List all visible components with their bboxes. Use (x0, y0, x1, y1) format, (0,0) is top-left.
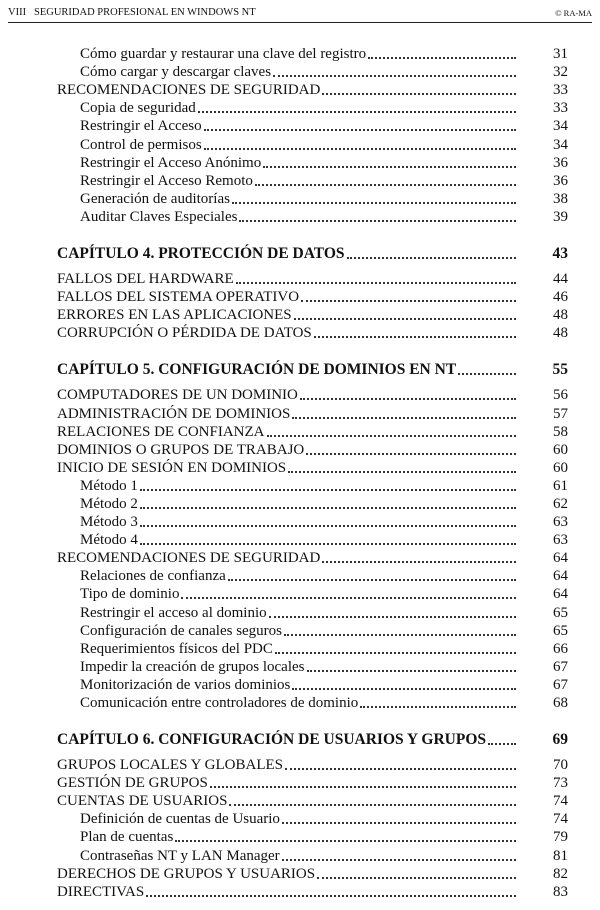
entry-title: CAPÍTULO 4. PROTECCIÓN DE DATOS (57, 244, 345, 262)
toc-entry (0, 306, 600, 324)
toc-chapter (0, 243, 600, 263)
entry-page: 48 (553, 325, 568, 342)
entry-title: INICIO DE SESIÓN EN DOMINIOS (57, 459, 287, 476)
toc-entry (0, 828, 600, 846)
entry-title: Requerimientos físicos del PDC (80, 640, 273, 657)
entry-page: 34 (553, 136, 568, 153)
toc-entry (0, 81, 600, 99)
entry-title: Configuración de canales seguros (80, 622, 283, 639)
dot-leader (288, 471, 516, 473)
entry-page: 36 (553, 154, 568, 171)
toc-entry (0, 99, 600, 117)
entry-title: Plan de cuentas (80, 829, 174, 846)
entry-page: 33 (553, 82, 568, 99)
toc-entry (0, 172, 600, 190)
entry-title: Método 2 (80, 495, 138, 512)
page-number: VIII (8, 7, 27, 18)
entry-title: FALLOS DEL HARDWARE (57, 271, 234, 288)
entry-title: CORRUPCIÓN O PÉRDIDA DE DATOS (57, 325, 312, 342)
entry-page: 82 (553, 865, 568, 882)
dot-leader (269, 616, 516, 618)
toc-entry (0, 154, 600, 172)
toc-entry (0, 423, 600, 441)
entry-title: ERRORES EN LAS APLICACIONES (57, 307, 292, 324)
toc-entry (0, 756, 600, 774)
entry-title: DOMINIOS O GRUPOS DE TRABAJO (57, 441, 305, 458)
dot-leader (292, 417, 516, 419)
toc-entry (0, 567, 600, 585)
running-header (8, 4, 592, 23)
entry-page: 73 (553, 775, 568, 792)
entry-page: 74 (553, 811, 568, 828)
dot-leader (232, 202, 516, 204)
entry-title: Cómo guardar y restaurar una clave del registro (80, 46, 367, 63)
entry-title: Tipo de dominio (80, 586, 180, 603)
dot-leader (322, 93, 516, 95)
entry-title: Restringir el acceso al dominio (80, 604, 267, 621)
dot-leader (198, 111, 516, 113)
entry-title: Impedir la creación de grupos locales (80, 658, 305, 675)
dot-leader (284, 634, 516, 636)
entry-title: Auditar Claves Especiales (80, 208, 238, 225)
dot-leader (236, 282, 516, 284)
dot-leader (322, 561, 516, 563)
dot-leader (140, 543, 516, 545)
entry-page: 31 (553, 46, 568, 63)
toc-entry (0, 792, 600, 810)
entry-title: GESTIÓN DE GRUPOS (57, 775, 208, 792)
toc-entry (0, 441, 600, 459)
entry-page: 64 (553, 586, 568, 603)
entry-title: Comunicación entre controladores de dominio (80, 695, 359, 711)
dot-leader (307, 670, 517, 672)
toc-entry (0, 513, 600, 531)
entry-page: 83 (553, 883, 568, 900)
entry-page: 74 (553, 793, 568, 810)
entry-page: 63 (553, 514, 568, 531)
publisher: © RA-MA (555, 8, 592, 18)
dot-leader (210, 786, 516, 788)
dot-leader (204, 148, 516, 150)
entry-title: RECOMENDACIONES DE SEGURIDAD (57, 82, 321, 99)
toc-entry (0, 324, 600, 342)
dot-leader (292, 688, 516, 690)
entry-page: 58 (553, 423, 568, 440)
entry-title: ADMINISTRACIÓN DE DOMINIOS (57, 405, 291, 422)
entry-page: 81 (553, 847, 568, 864)
entry-page: 43 (552, 244, 568, 262)
dot-leader (317, 877, 516, 879)
entry-title: Restringir el Acceso Remoto (80, 172, 253, 189)
entry-page: 67 (553, 676, 568, 693)
entry-page: 36 (553, 172, 568, 189)
dot-leader (306, 453, 516, 455)
toc-entry (0, 658, 600, 676)
entry-page: 64 (553, 550, 568, 567)
dot-leader (263, 166, 516, 168)
toc-entry (0, 190, 600, 208)
entry-page: 66 (553, 640, 568, 657)
entry-title: RELACIONES DE CONFIANZA (57, 423, 265, 440)
toc-entry (0, 63, 600, 81)
toc-entry (0, 774, 600, 792)
dot-leader (255, 184, 516, 186)
entry-page: 60 (553, 459, 568, 476)
dot-leader (360, 706, 516, 708)
entry-page: 56 (553, 387, 568, 404)
dot-leader (140, 507, 516, 509)
toc-entry (0, 694, 600, 712)
dot-leader (275, 652, 516, 654)
dot-leader (273, 75, 516, 77)
entry-title: COMPUTADORES DE UN DOMINIO (57, 387, 298, 404)
dot-leader (282, 822, 516, 824)
dot-leader (314, 336, 516, 338)
entry-title: Método 3 (80, 514, 138, 531)
entry-title: CAPÍTULO 6. CONFIGURACIÓN DE USUARIOS Y GRUPOS (57, 731, 487, 748)
toc-entry (0, 288, 600, 306)
entry-title: CUENTAS DE USUARIOS (57, 793, 228, 810)
entry-title: Restringir el Acceso Anónimo (80, 154, 262, 171)
entry-page: 46 (553, 289, 568, 306)
dot-leader (239, 220, 516, 222)
entry-title: DIRECTIVAS (57, 883, 145, 900)
entry-title: Método 4 (80, 532, 138, 549)
toc-entry (0, 459, 600, 477)
toc-entry (0, 386, 600, 404)
entry-page: 32 (553, 64, 568, 81)
dot-leader (146, 895, 516, 897)
entry-title: CAPÍTULO 5. CONFIGURACIÓN DE DOMINIOS EN NT (57, 361, 457, 379)
toc-chapter (0, 729, 600, 749)
entry-title: Contraseñas NT y LAN Manager (80, 847, 280, 864)
toc-entry (0, 622, 600, 640)
entry-page: 38 (553, 190, 568, 207)
dot-leader (140, 525, 516, 527)
entry-title: DERECHOS DE GRUPOS Y USUARIOS (57, 865, 316, 882)
dot-leader (267, 435, 517, 437)
entry-page: 62 (553, 495, 568, 512)
entry-page: 39 (553, 208, 568, 225)
dot-leader (300, 398, 516, 400)
entry-page: 34 (553, 118, 568, 135)
entry-page: 60 (553, 441, 568, 458)
toc-entry (0, 585, 600, 603)
toc-chapter (0, 359, 600, 379)
dot-leader (285, 768, 516, 770)
entry-title: FALLOS DEL SISTEMA OPERATIVO (57, 289, 300, 306)
entry-page: 65 (553, 604, 568, 621)
dot-leader (488, 743, 516, 745)
dot-leader (228, 579, 516, 581)
entry-page: 64 (553, 568, 568, 585)
entry-title: RECOMENDACIONES DE SEGURIDAD (57, 550, 321, 567)
entry-page: 65 (553, 622, 568, 639)
dot-leader (175, 840, 516, 842)
toc-entry (0, 603, 600, 621)
entry-page: 55 (552, 361, 568, 379)
entry-page: 33 (553, 100, 568, 117)
table-of-contents (0, 45, 600, 901)
entry-title: GRUPOS LOCALES Y GLOBALES (57, 757, 283, 774)
dot-leader (294, 318, 516, 320)
entry-title: Método 1 (80, 477, 138, 494)
entry-title: Cómo cargar y descargar claves (80, 64, 272, 81)
entry-page: 61 (553, 477, 568, 494)
book-title: SEGURIDAD PROFESIONAL EN WINDOWS NT (34, 7, 256, 18)
entry-page: 68 (553, 695, 568, 711)
toc-entry (0, 270, 600, 288)
entry-title: Relaciones de confianza (80, 568, 226, 585)
toc-entry (0, 846, 600, 864)
toc-entry (0, 135, 600, 153)
dot-leader (204, 129, 516, 131)
dot-leader (229, 804, 516, 806)
entry-title: Restringir el Acceso (80, 118, 202, 135)
dot-leader (458, 373, 516, 375)
dot-leader (181, 597, 516, 599)
toc-entry (0, 640, 600, 658)
entry-page: 70 (553, 757, 568, 774)
entry-title: Control de permisos (80, 136, 202, 153)
entry-page: 67 (553, 658, 568, 675)
toc-entry (0, 676, 600, 694)
entry-title: Definición de cuentas de Usuario (80, 811, 280, 828)
entry-title: Generación de auditorías (80, 190, 230, 207)
entry-page: 57 (553, 405, 568, 422)
entry-page: 69 (552, 731, 568, 748)
dot-leader (301, 300, 516, 302)
toc-entry (0, 208, 600, 226)
toc-entry (0, 549, 600, 567)
dot-leader (140, 489, 516, 491)
toc-entry (0, 117, 600, 135)
toc-entry (0, 531, 600, 549)
toc-entry (0, 883, 600, 901)
entry-page: 44 (553, 271, 568, 288)
dot-leader (347, 257, 516, 259)
toc-entry (0, 865, 600, 883)
dot-leader (368, 57, 516, 59)
toc-entry (0, 477, 600, 495)
toc-entry (0, 404, 600, 422)
entry-page: 63 (553, 532, 568, 549)
toc-entry (0, 810, 600, 828)
entry-title: Monitorización de varios dominios (80, 676, 291, 693)
entry-page: 79 (553, 829, 568, 846)
toc-entry (0, 45, 600, 63)
entry-title: Copia de seguridad (80, 100, 196, 117)
toc-entry (0, 495, 600, 513)
dot-leader (282, 859, 516, 861)
entry-page: 48 (553, 307, 568, 324)
